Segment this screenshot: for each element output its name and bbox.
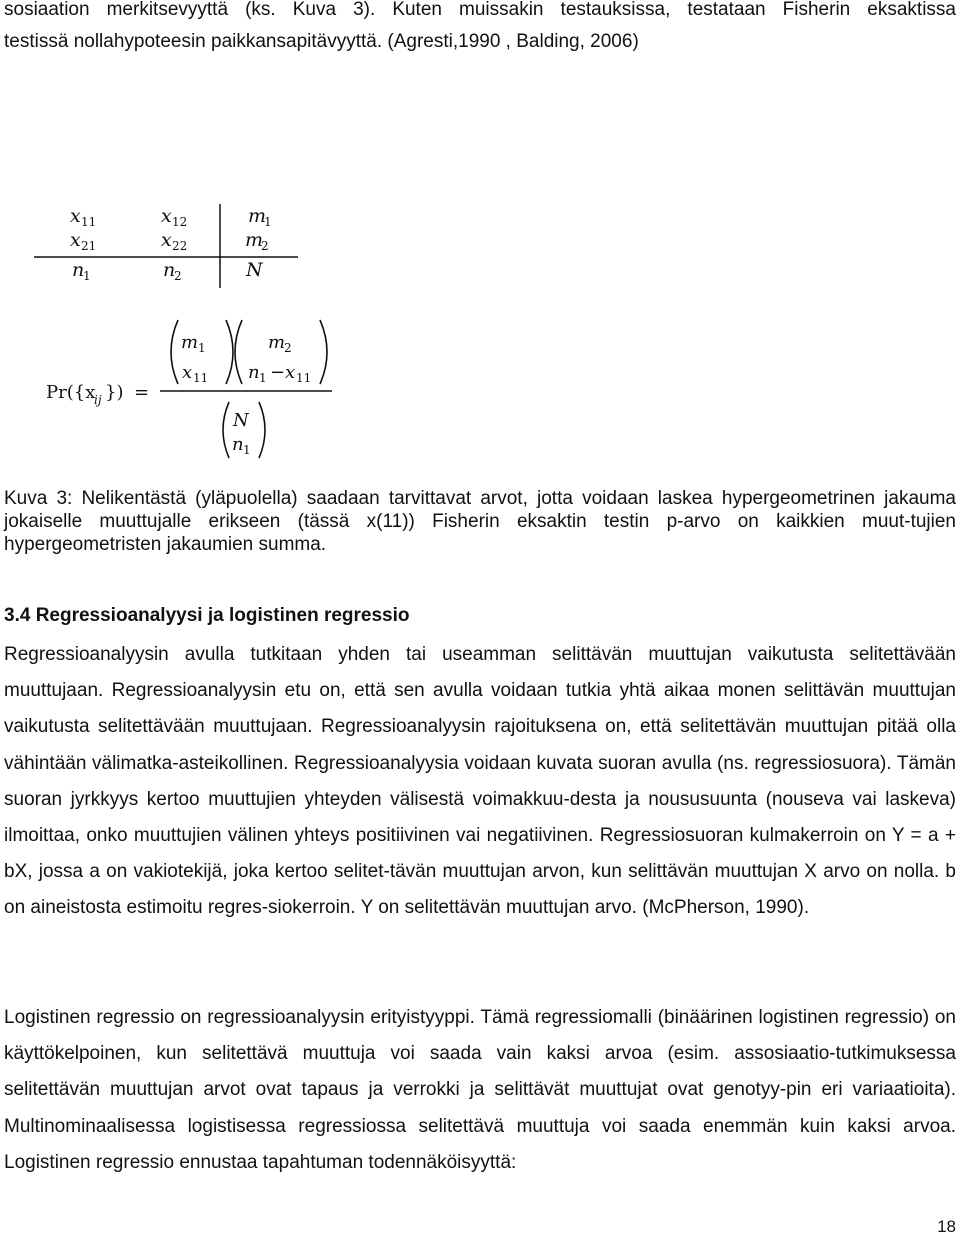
binom2-bottom-x: x (285, 362, 296, 383)
table-cell-sub: 2 (261, 239, 269, 253)
left-paren-2 (235, 320, 242, 384)
intro-line-1: sosiaation merkitsevyyttä (ks. Kuva 3). Kuten muissakin testauksissa, testataan Fisherin eksaktissa (4, 0, 956, 20)
table-cell: x (70, 229, 81, 251)
table-cell: x (70, 205, 81, 227)
table-cell-sub: 1 (264, 215, 272, 229)
table-cell: x (161, 205, 172, 227)
paragraph-regression: Regressioanalyysin avulla tutkitaan yhden tai useamman selittävän muuttujan vaikutusta selitettävään muuttujaan. Regressioanalyysin etu on, että sen avulla voidaan tutkia yhtä aikaa monen selittävän muuttujan vaikutusta selitettävään muuttujaan. Regressioanalyysin rajoituksena on, että selitettävän muuttujan pitää olla vähintään välimatka-asteikollinen. Regressioanalyysia voidaan kuvata suoran avulla (ns. regressiosuora). Tämän suoran jyrkkyys kertoo muuttujien yhteyden välisestä voimakkuu-desta ja noususuunta (nouseva vai laskeva) ilmoittaa, onko muuttujien välinen yhteys positiivinen vai negatiivinen. Regressiosuoran kulmakerroin on Y = a + bX, jossa a on vakiotekijä, joka kertoo selitet-tävän muuttujan arvon, kun selittävän muuttujan X arvo on nolla. b on aineistosta estimoitu regres-siokerroin. Y on selitettävän muuttujan arvo. (McPherson, 1990). (4, 644, 956, 919)
left-paren-3 (223, 402, 229, 458)
fisher-figure (0, 190, 360, 470)
formula-equals: = (134, 382, 150, 403)
page-number: 18 (937, 1217, 956, 1236)
table-cell-sub: 21 (81, 239, 97, 253)
binom1-top: m (181, 332, 199, 353)
formula-lhs-sub: ij (94, 393, 102, 407)
section-heading: 3.4 Regressioanalyysi ja logistinen regressio (4, 605, 410, 626)
intro-line-2: testissä nollahypoteesin paikkansapitävyyttä. (Agresti,1990 , Balding, 2006) (4, 31, 639, 52)
table-cell-sub: 22 (172, 239, 188, 253)
binom1-top-sub: 1 (198, 341, 206, 355)
binom3-top: N (233, 410, 249, 431)
paragraph-logistic: Logistinen regressio on regressioanalyysin erityistyyppi. Tämä regressiomalli (binäärinen logistinen regressio) on käyttökelpoinen, kun selitettävä muuttuja voi saada vain kaksi arvoa (esim. assosiaatio-tutkimuksessa selitettävän muuttujan arvot ovat tapaus ja verrokki ja selittävät muuttujat ovat genotyy-pin eri variaatioita). Multinominaalisessa logistisessa regressiossa selitettävä muuttuja voi saada enemmän kuin kaksi arvoa. Logistinen regressio ennustaa tapahtuman todennäköisyyttä: (4, 1007, 956, 1173)
binom1-bottom: x (182, 362, 193, 383)
hypergeometric-formula (46, 320, 332, 458)
right-paren-2 (320, 320, 327, 384)
binom2-bottom-n: n (248, 362, 260, 383)
formula-lhs-end: }) (105, 382, 124, 403)
fisher-figure-svg (0, 190, 360, 470)
binom2-top-sub: 2 (284, 341, 292, 355)
table-cell: n (163, 259, 176, 281)
binom2-minus: − (270, 362, 286, 383)
formula-lhs: Pr({x (46, 382, 96, 403)
table-cell: n (72, 259, 85, 281)
table-cell-sub: 11 (81, 215, 97, 229)
table-cell: N (246, 259, 263, 281)
table-cell: x (161, 229, 172, 251)
contingency-table (34, 204, 298, 288)
right-paren-3 (259, 402, 265, 458)
binom1-bottom-sub: 11 (193, 371, 209, 385)
binom3-bottom-sub: 1 (243, 443, 251, 457)
table-cell-sub: 12 (172, 215, 188, 229)
binom3-bottom: n (232, 434, 244, 455)
table-cell-sub: 2 (174, 269, 182, 283)
figure-caption: Kuva 3: Nelikentästä (yläpuolella) saadaan tarvittavat arvot, jotta voidaan laskea hypergeometrinen jakauma jokaiselle muuttujalle erikseen (tässä x(11)) Fisherin eksaktin testin p-arvo on kaikkien muut-tujien hypergeometristen jakaumien summa. (4, 488, 956, 555)
table-cell: m (245, 229, 264, 251)
right-paren-1 (226, 320, 233, 384)
binom2-bottom-x-sub: 11 (296, 371, 312, 385)
table-cell-sub: 1 (83, 269, 91, 283)
binom2-bottom-n-sub: 1 (259, 371, 267, 385)
table-cell: m (248, 205, 267, 227)
binom2-top: m (268, 332, 286, 353)
left-paren-1 (171, 320, 178, 384)
intro-paragraph (4, 0, 956, 58)
